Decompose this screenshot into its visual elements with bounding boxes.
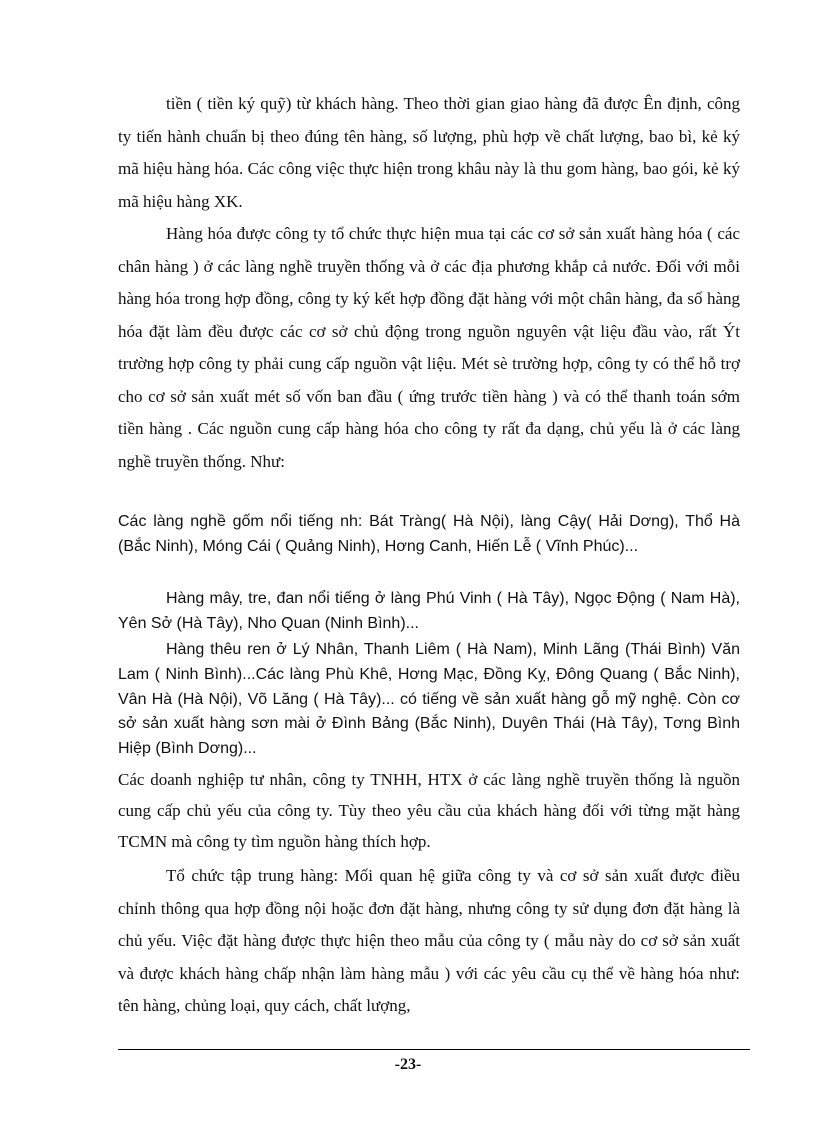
paragraph-private-enterprises: Các doanh nghiệp tư nhân, công ty TNHH, HTX ở các làng nghề truyền thống là nguồn cung cấp chủ yếu của công ty. Tùy theo yêu cầu của khách hàng đối với từng mặt hàng TCMN mà công ty tìm nguồn hàng thích hợp. bbox=[118, 770, 740, 851]
paragraph-bamboo-rattan: Hàng mây, tre, đan nổi tiếng ở làng Phú Vinh ( Hà Tây), Ngọc Động ( Nam Hà), Yên Sở (Hà Tây), Nho Quan (Ninh Bình)... bbox=[118, 590, 740, 632]
paragraph-delivery-prep: tiền ( tiền ký quỹ) từ khách hàng. Theo thời gian giao hàng đã được Ên định, công ty tiến hành chuẩn bị theo đúng tên hàng, số lượng, phù hợp về chất lượng, bao bì, kẻ ký mã hiệu hàng hóa. Các công việc thực hiện trong khâu này là thu gom hàng, bao gói, kẻ ký mã hiệu hàng XK. bbox=[118, 94, 740, 211]
paragraph-embroidery-woodcraft: Hàng thêu ren ở Lý Nhân, Thanh Liêm ( Hà Nam), Minh Lãng (Thái Bình) Văn Lam ( Ninh Bình)...Các làng Phù Khê, Hơng Mạc, Đồng Kỵ, Đông Quang ( Bắc Ninh), Vân Hà (Hà Nội), Võ Lăng ( Hà Tây)... có tiếng về sản xuất hàng gỗ mỹ nghệ. Còn cơ sở sản xuất hàng sơn mài ở Đình Bảng (Bắc Ninh), Duyên Thái (Hà Tây), Tơng Bình Hiệp (Bình Dơng)... bbox=[118, 641, 740, 758]
footer-rule bbox=[118, 1049, 750, 1050]
page-number: -23- bbox=[394, 1056, 422, 1073]
paragraph-sourcing: Hàng hóa được công ty tổ chức thực hiện mua tại các cơ sở sản xuất hàng hóa ( các chân hàng ) ở các làng nghề truyền thống và ở các địa phương khắp cả nước. Đối với mỗi hàng hóa trong hợp đồng, công ty ký kết hợp đồng đặt hàng với một chân hàng, đa số hàng hóa đặt làm đều được các cơ sở chủ động trong nguồn nguyên vật liệu đầu vào, rất Ýt trường hợp công ty phải cung cấp nguồn vật liệu. Mét sè trường hợp, công ty có thể hỗ trợ cho cơ sở sản xuất mét số vốn ban đầu ( ứng trước tiền hàng ) và có thể thanh toán sớm tiền hàng . Các nguồn cung cấp hàng hóa cho công ty rất đa dạng, chủ yếu là ở các làng nghề truyền thống. Như: bbox=[118, 224, 740, 471]
paragraph-pottery-villages: Các làng nghề gốm nổi tiếng nh: Bát Tràng( Hà Nội), làng Cậy( Hải Dơng), Thổ Hà (Bắc Ninh), Móng Cái ( Quảng Ninh), Hơng Canh, Hiến Lễ ( Vĩnh Phúc)... bbox=[118, 513, 740, 555]
paragraph-goods-concentration: Tổ chức tập trung hàng: Mối quan hệ giữa công ty và cơ sở sản xuất được điều chỉnh thông qua hợp đồng nội hoặc đơn đặt hàng, nhưng công ty sử dụng đơn đặt hàng là chủ yếu. Việc đặt hàng được thực hiện theo mẫu của công ty ( mẫu này do cơ sở sản xuất và được khách hàng chấp nhận làm hàng mẫu ) với các yêu cầu cụ thể về hàng hóa như: tên hàng, chủng loại, quy cách, chất lượng, bbox=[118, 866, 740, 1015]
